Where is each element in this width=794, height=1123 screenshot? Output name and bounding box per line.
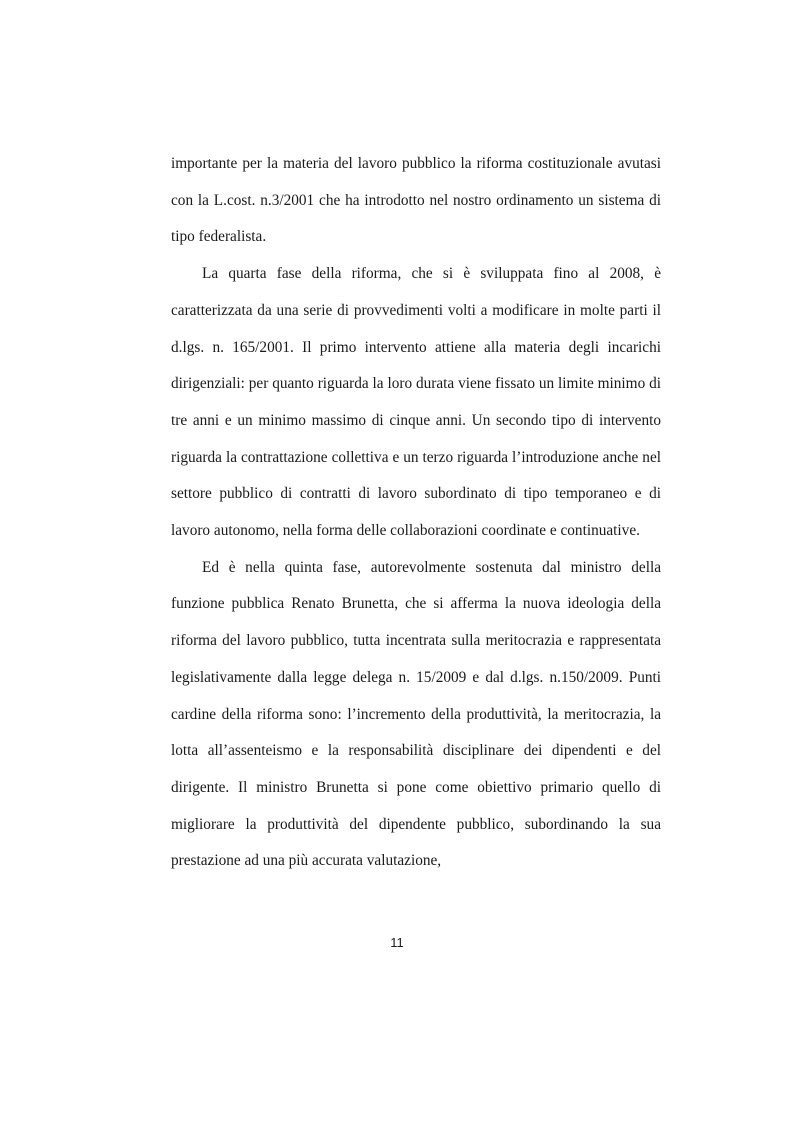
paragraph-continuation: importante per la materia del lavoro pubblico la riforma costituzionale avutasi con la L.cost. n.3/2001 che ha introdotto nel nostro ordinamento un sistema di tipo federalista. <box>171 155 661 246</box>
body-text <box>171 146 661 880</box>
paragraph-quarta-fase: La quarta fase della riforma, che si è sviluppata fino al 2008, è caratterizzata da una serie di provvedimenti volti a modificare in molte parti il d.lgs. n. 165/2001. Il primo intervento attiene alla materia degli incarichi dirigenziali: per quanto riguarda la loro durata viene fissato un limite minimo di tre anni e un minimo massimo di cinque anni. Un secondo tipo di intervento riguarda la contrattazione collettiva e un terzo riguarda l’introduzione anche nel settore pubblico di contratti di lavoro subordinato di tipo temporaneo e di lavoro autonomo, nella forma delle collaborazioni coordinate e continuative. <box>171 265 661 540</box>
page-number: 11 <box>390 935 404 950</box>
paragraph-quinta-fase: Ed è nella quinta fase, autorevolmente sostenuta dal ministro della funzione pubblica Renato Brunetta, che si afferma la nuova ideologia della riforma del lavoro pubblico, tutta incentrata sulla meritocrazia e rappresentata legislativamente dalla legge delega n. 15/2009 e dal d.lgs. n.150/2009. Punti cardine della riforma sono: l’incremento della produttività, la meritocrazia, la lotta all’assenteismo e la responsabilità disciplinare dei dipendenti e del dirigente. Il ministro Brunetta si pone come obiettivo primario quello di migliorare la produttività del dipendente pubblico, subordinando la sua prestazione ad una più accurata valutazione, <box>171 558 661 870</box>
